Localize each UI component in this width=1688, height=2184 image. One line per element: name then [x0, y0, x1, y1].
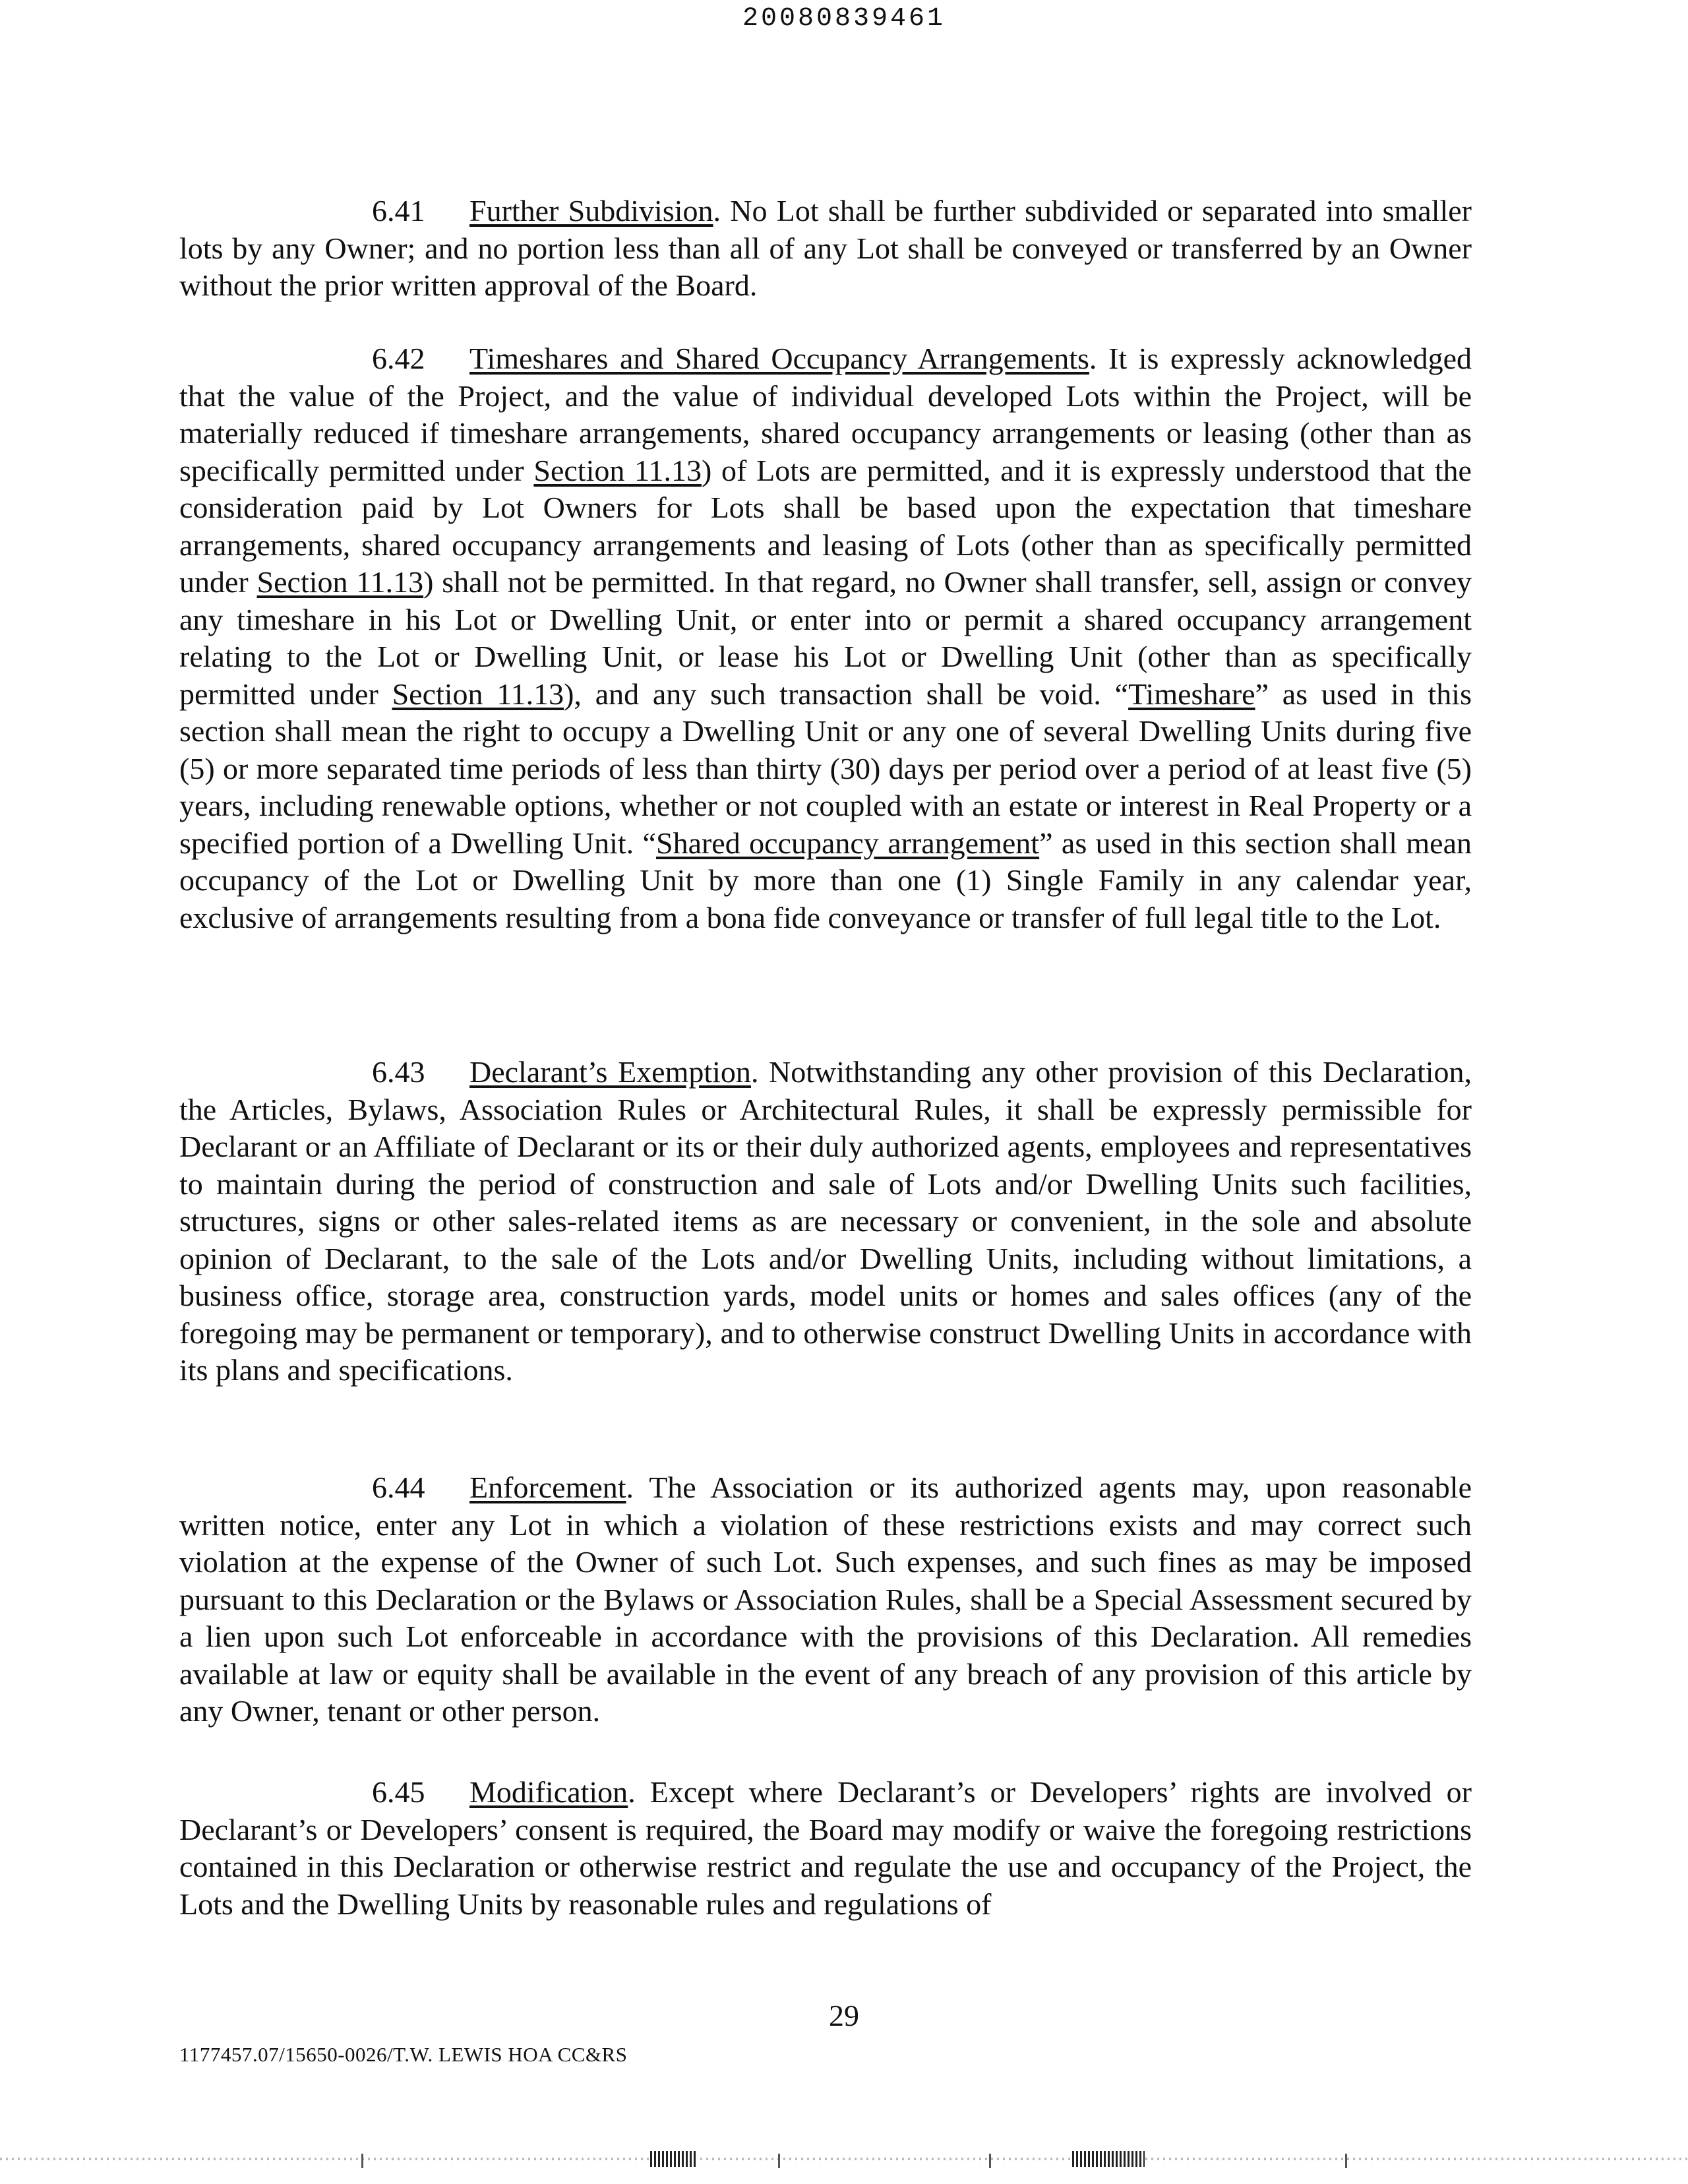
scan-tick-mark: [361, 2154, 363, 2168]
section-text: ), and any such transaction shall be void. “: [564, 677, 1129, 711]
scan-edge-line: [0, 2158, 1688, 2160]
scan-barcode-mark: [650, 2151, 696, 2167]
section-title: Enforcement: [469, 1471, 626, 1504]
section-number: 6.44: [372, 1471, 425, 1504]
scan-tick-mark: [778, 2154, 780, 2168]
scan-tick-mark: [989, 2154, 991, 2168]
defined-term: Timeshare: [1128, 677, 1255, 711]
section-number: 6.41: [372, 194, 425, 228]
scan-tick-mark: [1345, 2154, 1347, 2168]
section-number: 6.45: [372, 1775, 425, 1809]
section-title: Timeshares and Shared Occupancy Arrangements: [469, 342, 1089, 375]
section-text: ” as used in this section shall mean the right to occupy a Dwelling Unit or any one of several Dwelling Units during five (5) or more separated time periods of less than thirty (30) days per period over a period of at least five (5) years, including renewable options, whether or not coupled with an estate or interest in Real Property or a specified portion of a Dwelling Unit. “: [179, 677, 1472, 860]
section-text: ” as used in this section shall mean occupancy of the Lot or Dwelling Unit by more than one (1) Single Family in any calendar year, exclusive of arrangements resulting from a bona fide conveyance or transfer of full legal title to the Lot.: [179, 826, 1472, 934]
section-title: Declarant’s Exemption: [469, 1055, 751, 1089]
section-number: 6.42: [372, 342, 425, 375]
defined-term: Shared occupancy arrangement: [655, 826, 1040, 860]
page-number: 29: [829, 1999, 859, 2032]
section-text: . The Association or its authorized agents may, upon reasonable written notice, enter any Lot in which a violation of these restrictions exists and may correct such violation at the expense of the Owner of such Lot. Such expenses, and such fines as may be imposed pursuant to this Declaration or the Bylaws or Association Rules, shall be a Special Assessment secured by a lien upon such Lot enforceable in accordance with the provisions of this Declaration. All remedies available at law or equity shall be available in the event of any breach of any provision of this article by any Owner, tenant or other person.: [179, 1471, 1472, 1728]
section-6-45: [179, 1774, 1472, 1923]
section-6-43: [179, 1054, 1472, 1389]
section-reference: Section 11.13: [256, 565, 424, 599]
section-text: . Except where Declarant’s or Developers’ rights are involved or Declarant’s or Developers’ consent is required, the Board may modify or waive the foregoing restrictions contained in this Declaration or otherwise restrict and regulate the use and occupancy of the Project, the Lots and the Dwelling Units by reasonable rules and regulations of: [179, 1775, 1472, 1921]
section-reference: Section 11.13: [533, 453, 702, 487]
section-title: Further Subdivision: [469, 194, 713, 228]
document-number: 20080839461: [742, 4, 946, 34]
section-6-44: [179, 1469, 1472, 1730]
section-text: . Notwithstanding any other provision of this Declaration, the Articles, Bylaws, Association Rules or Architectural Rules, it shall be expressly permissible for Declarant or an Affiliate of Declarant or its or their duly authorized agents, employees and representatives to maintain during the period of construction and sale of Lots and/or Dwelling Units such facilities, structures, signs or other sales-related items as are necessary or convenient, in the sole and absolute opinion of Declarant, to the sale of the Lots and/or Dwelling Units, including without limitations, a business office, storage area, construction yards, model units or homes and sales offices (any of the foregoing may be permanent or temporary), and to otherwise construct Dwelling Units in accordance with its plans and specifications.: [179, 1055, 1472, 1387]
section-6-41: [179, 193, 1472, 305]
section-reference: Section 11.13: [392, 677, 564, 711]
section-number: 6.43: [372, 1055, 425, 1089]
section-text: . It is expressly acknowledged that the value of the Project, and the value of individual developed Lots within the Project, will be materially reduced if timeshare arrangements, shared occupancy arrangements or leasing (other than as specifically permitted under: [179, 342, 1472, 487]
section-text: ) shall not be permitted. In that regard, no Owner shall transfer, sell, assign or convey any timeshare in his Lot or Dwelling Unit, or enter into or permit a shared occupancy arrangement relating to the Lot or Dwelling Unit, or lease his Lot or Dwelling Unit (other than as specifically permitted under: [179, 565, 1472, 711]
footer-document-reference: 1177457.07/15650-0026/T.W. LEWIS HOA CC&RS: [179, 2043, 628, 2066]
section-text: . No Lot shall be further subdivided or separated into smaller lots by any Owner; and no portion less than all of any Lot shall be conveyed or transferred by an Owner without the prior written approval of the Board.: [179, 194, 1472, 302]
section-text: ) of Lots are permitted, and it is expressly understood that the consideration paid by Lot Owners for Lots shall be based upon the expectation that timeshare arrangements, shared occupancy arrangements and leasing of Lots (other than as specifically permitted under: [179, 453, 1472, 599]
scan-barcode-mark: [1072, 2151, 1145, 2167]
section-title: Modification: [469, 1775, 628, 1809]
section-6-42: [179, 340, 1472, 936]
